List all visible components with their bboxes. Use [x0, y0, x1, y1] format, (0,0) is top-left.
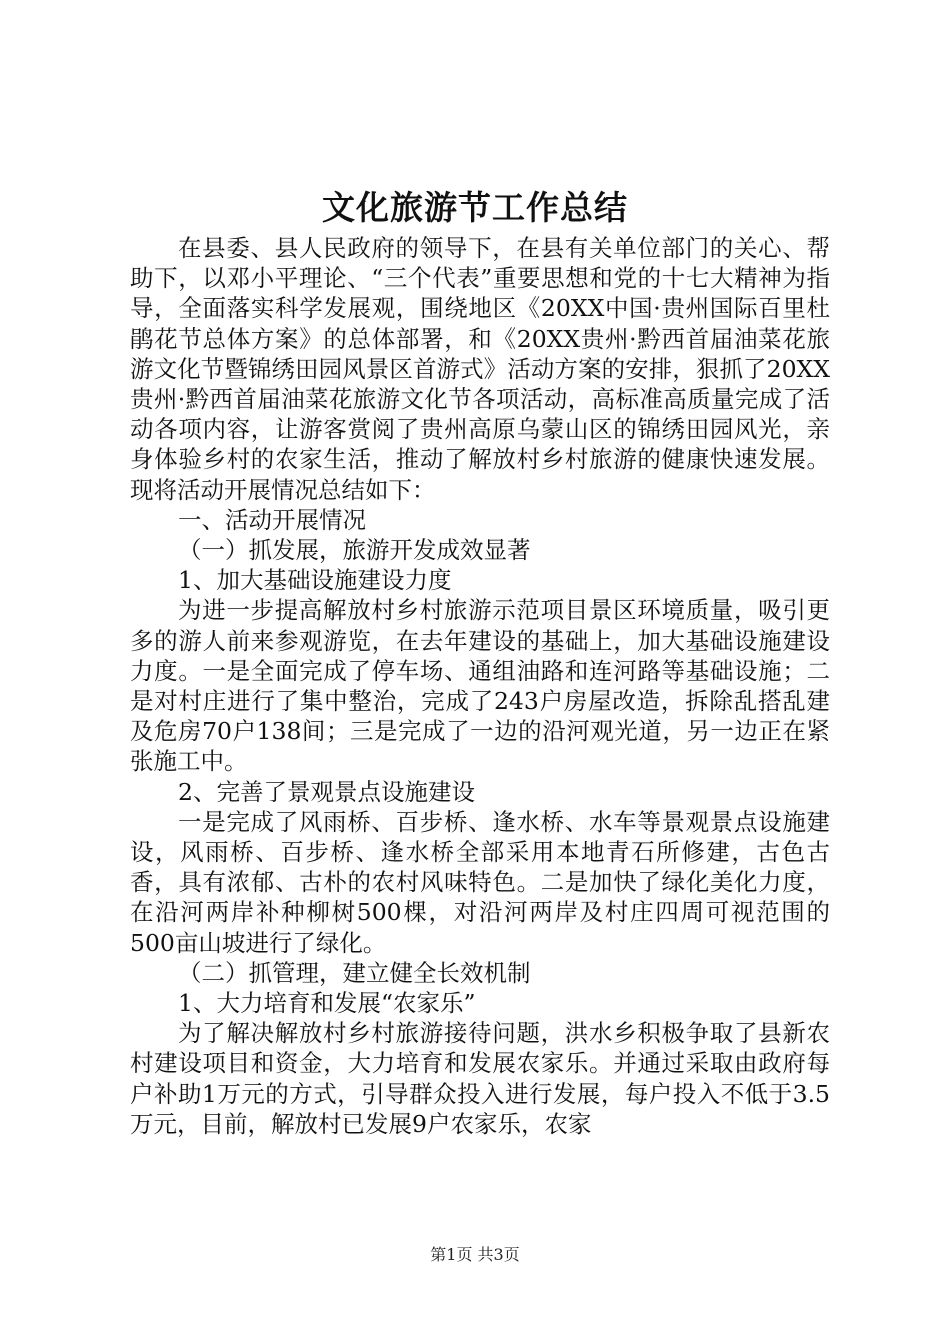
- paragraph-intro: 在县委、县人民政府的领导下，在县有关单位部门的关心、帮助下，以邓小平理论、“三个代表”重要思想和党的十七大精神为指导，全面落实科学发展观，围绕地区《20XX中国·贵州国际百里杜鹃花节总体方案》的总体部署，和《20XX贵州·黔西首届油菜花旅游文化节暨锦绣田园风景区首游式》活动方案的安排，狠抓了20XX贵州·黔西首届油菜花旅游文化节各项活动，高标准高质量完成了活动各项内容，让游客赏阅了贵州高原乌蒙山区的锦绣田园风光，亲身体验乡村的农家生活，推动了解放村乡村旅游的健康快速发展。现将活动开展情况总结如下：: [130, 234, 830, 504]
- section-heading-1: 一、活动开展情况: [178, 505, 366, 534]
- item-heading-1-1: 1、加大基础设施建设力度: [178, 566, 452, 595]
- paragraph-infrastructure: 为进一步提高解放村乡村旅游示范项目景区环境质量，吸引更多的游人前来参观游览，在去年建设的基础上，加大基础设施建设力度。一是全面完成了停车场、通组油路和连河路等基础设施；二是对村庄进行了集中整治，完成了243户房屋改造，拆除乱搭乱建及危房70户138间；三是完成了一边的沿河观光道，另一边正在紧张施工中。: [130, 596, 830, 776]
- document-body: [130, 233, 830, 1139]
- paragraph-farmhouse: 为了解决解放村乡村旅游接待问题，洪水乡积极争取了县新农村建设项目和资金，大力培育和发展农家乐。并通过采取由政府每户补助1万元的方式，引导群众投入进行发展，每户投入不低于3.5万元，目前，解放村已发展9户农家乐，农家: [130, 1019, 830, 1138]
- subsection-heading-1: （一）抓发展，旅游开发成效显著: [178, 536, 531, 565]
- item-heading-2-1: 1、大力培育和发展“农家乐”: [178, 989, 476, 1018]
- page-footer: 第1页 共3页: [430, 1245, 520, 1264]
- paragraph-scenic-spots: 一是完成了风雨桥、百步桥、逢水桥、水车等景观景点设施建设，风雨桥、百步桥、逢水桥全部采用本地青石所修建，古色古香，具有浓郁、古朴的农村风味特色。二是加快了绿化美化力度，在沿河两岸补种柳树500棵，对沿河两岸及村庄四周可视范围的500亩山坡进行了绿化。: [130, 807, 830, 957]
- item-heading-1-2: 2、完善了景观景点设施建设: [178, 777, 475, 806]
- subsection-heading-2: （二）抓管理，建立健全长效机制: [178, 958, 531, 987]
- document-title: 文化旅游节工作总结: [322, 188, 628, 227]
